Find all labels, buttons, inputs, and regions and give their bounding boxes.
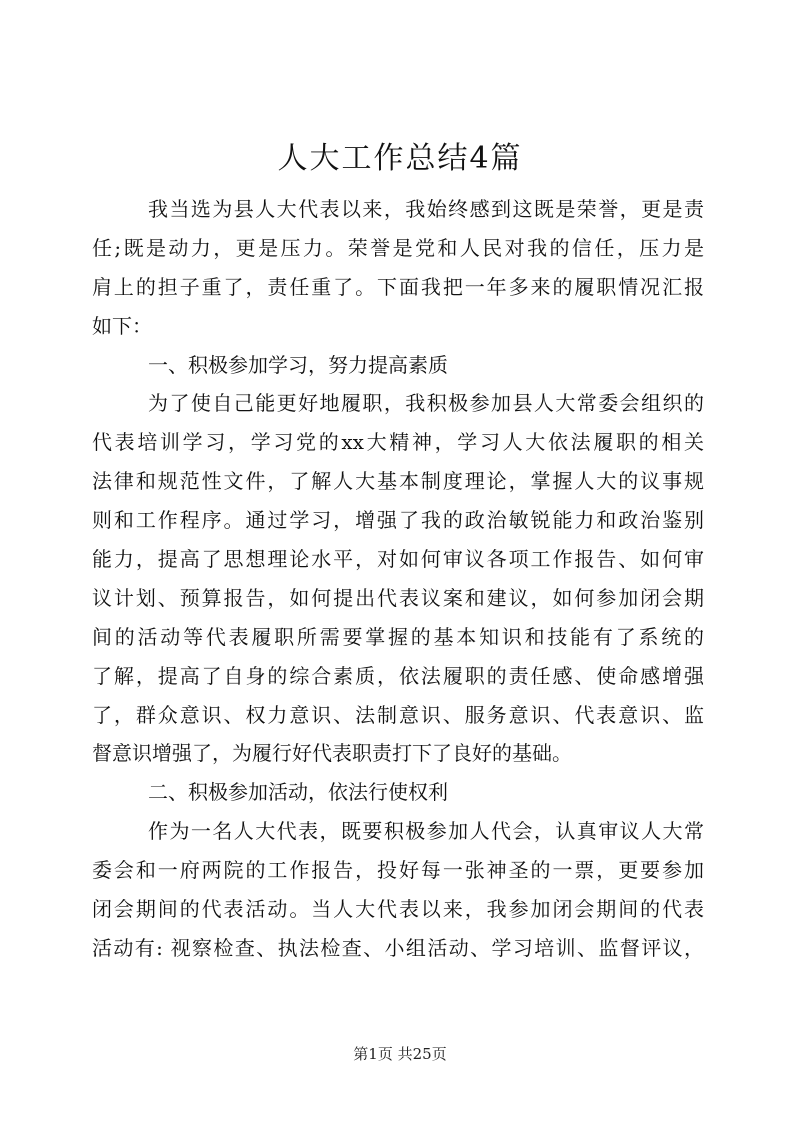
paragraph-line: 代表培训学习，学习党的xx大精神，学习人大依法履职的相关 [92, 430, 704, 455]
paragraph-line: 任;既是动力，更是压力。荣誉是党和人民对我的信任，压力是 [92, 235, 704, 260]
paragraph-line: 作为一名人大代表，既要积极参加人代会，认真审议人大常 [148, 819, 704, 844]
paragraph-line: 能力，提高了思想理论水平，对如何审议各项工作报告、如何审 [92, 547, 704, 572]
paragraph-line: 督意识增强了，为履行好代表职责打下了良好的基础。 [92, 741, 572, 766]
paragraph-line: 则和工作程序。通过学习，增强了我的政治敏锐能力和政治鉴别 [92, 508, 704, 533]
document-body [92, 190, 704, 968]
paragraph-line: 委会和一府两院的工作报告，投好每一张神圣的一票，更要参加 [92, 858, 704, 883]
paragraph-line: 活动有: 视察检查、执法检查、小组活动、学习培训、监督评议， [92, 935, 704, 960]
document-title: 人大工作总结4篇 [277, 141, 523, 176]
paragraph-line: 闭会期间的代表活动。当人大代表以来，我参加闭会期间的代表 [92, 897, 704, 922]
paragraph-line: 我当选为县人大代表以来，我始终感到这既是荣誉，更是责 [148, 197, 704, 221]
paragraph-line: 议计划、预算报告，如何提出代表议案和建议，如何参加闭会期 [92, 585, 704, 610]
paragraph-line: 肩上的担子重了，责任重了。下面我把一年多来的履职情况汇报 [92, 274, 704, 299]
paragraph-line: 如下： [92, 313, 152, 338]
section-heading: 二、积极参加活动，依法行使权利 [148, 780, 448, 805]
paragraph-line: 法律和规范性文件，了解人大基本制度理论，掌握人大的议事规 [92, 469, 704, 494]
section-heading: 一、积极参加学习，努力提高素质 [148, 352, 448, 377]
paragraph-line: 间的活动等代表履职所需要掌握的基本知识和技能有了系统的 [92, 624, 704, 649]
paragraph-line: 为了使自己能更好地履职，我积极参加县人大常委会组织的 [148, 391, 704, 416]
page-footer: 第1页 共25页 [353, 1045, 447, 1063]
paragraph-line: 了，群众意识、权力意识、法制意识、服务意识、代表意识、监 [92, 702, 704, 727]
paragraph-line: 了解，提高了自身的综合素质，依法履职的责任感、使命感增强 [92, 663, 704, 688]
